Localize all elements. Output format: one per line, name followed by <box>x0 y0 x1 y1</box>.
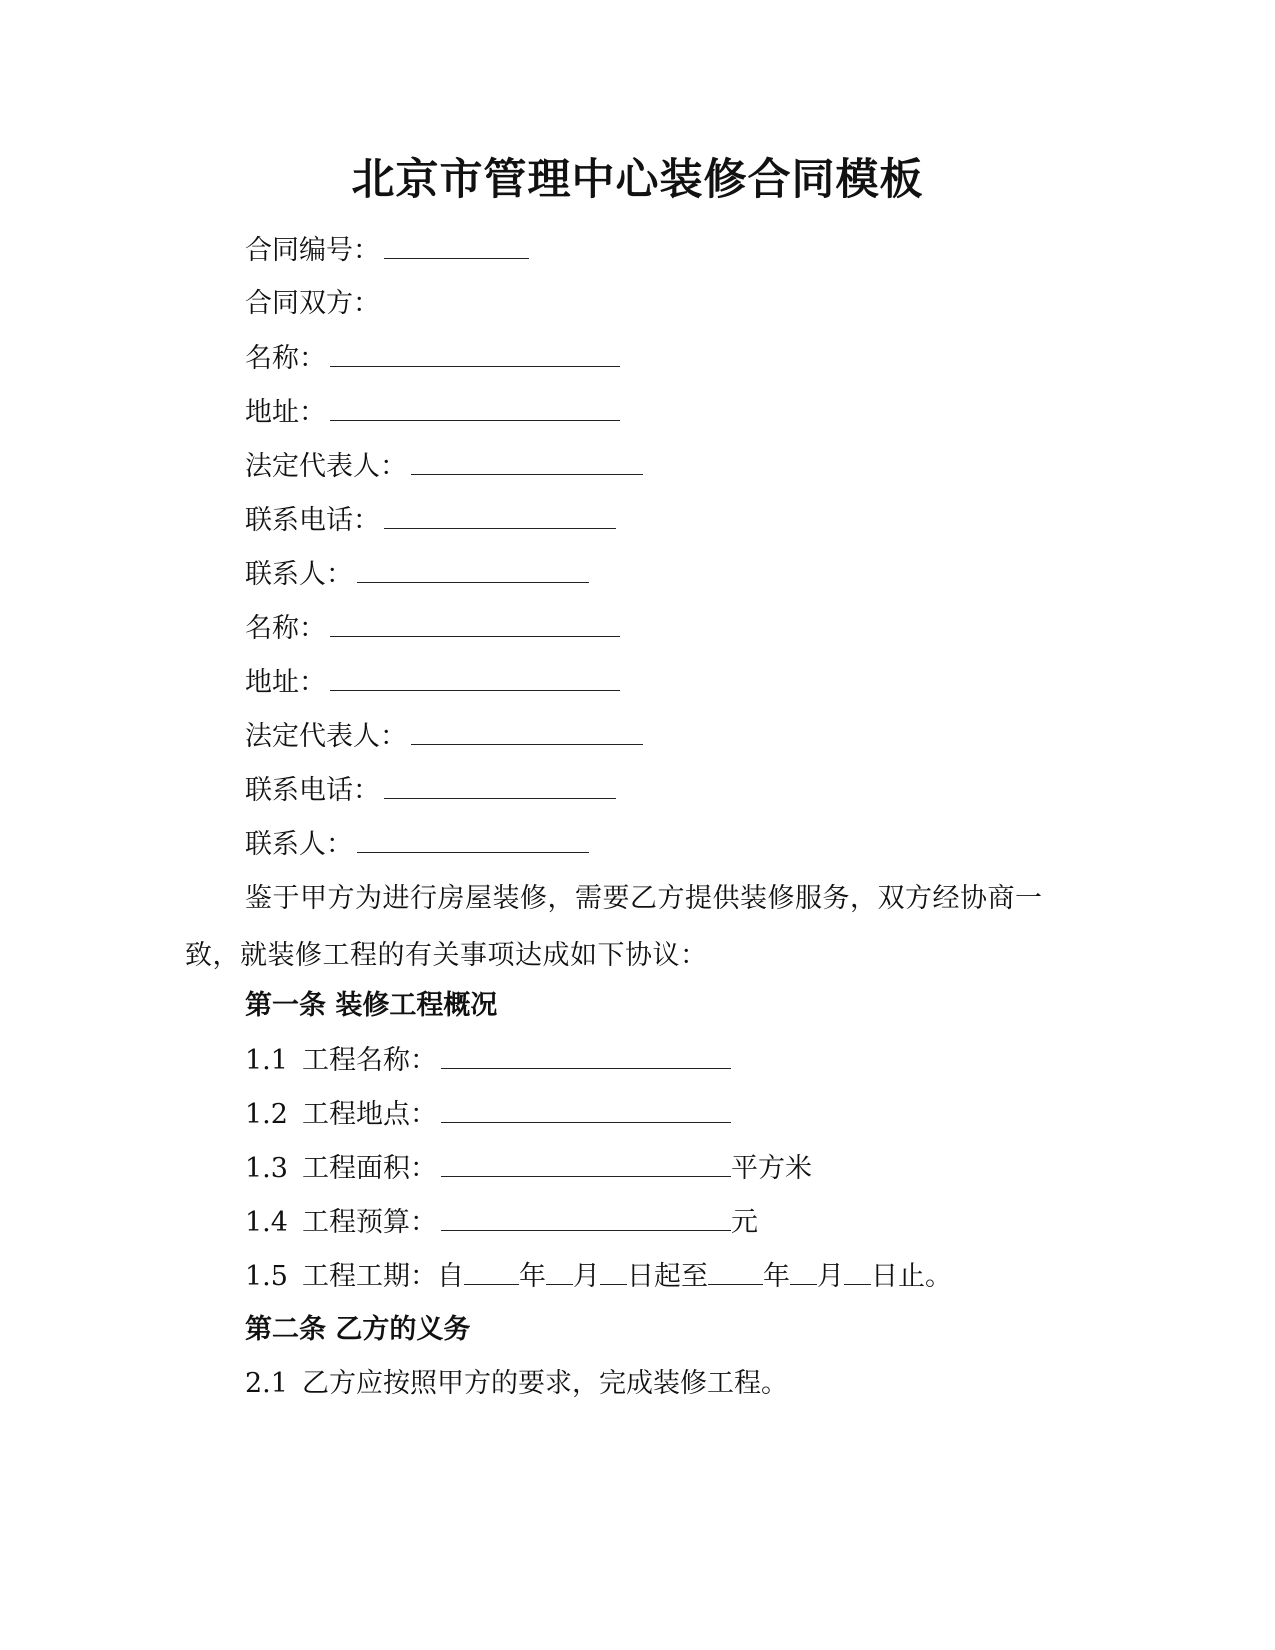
start-day-text: 日起至 <box>626 1261 708 1292</box>
document-title: 北京市管理中心装修合同模板 <box>351 155 924 205</box>
party-b-address-line <box>245 662 620 703</box>
party-a-legal-rep-label: 法定代表人： <box>245 451 407 482</box>
item-2-1-text: 乙方应按照甲方的要求，完成装修工程。 <box>301 1368 788 1399</box>
party-b-phone-label: 联系电话： <box>245 775 380 806</box>
party-b-phone-blank[interactable] <box>384 770 616 799</box>
end-year-text: 年 <box>762 1261 790 1292</box>
item-1-3-label: 工程面积： <box>301 1153 437 1184</box>
start-day-blank[interactable] <box>600 1256 627 1285</box>
item-1-4-label: 工程预算： <box>301 1207 437 1238</box>
party-a-phone-label: 联系电话： <box>245 505 380 536</box>
start-year-text: 年 <box>518 1261 546 1292</box>
item-1-3-number: 1.3 <box>245 1153 288 1184</box>
item-1-3-blank[interactable] <box>441 1148 731 1177</box>
item-1-4-unit: 元 <box>730 1207 758 1238</box>
item-1-5-label: 工程工期：自 <box>301 1261 464 1292</box>
party-a-address-line <box>245 392 620 433</box>
parties-label: 合同双方： <box>245 288 380 319</box>
article1-heading: 第一条 装修工程概况 <box>245 990 498 1021</box>
end-month-text: 月 <box>816 1261 844 1292</box>
item-1-3-unit: 平方米 <box>730 1153 812 1184</box>
party-b-contact-label: 联系人： <box>245 829 353 860</box>
item-1-1-label: 工程名称： <box>301 1045 437 1076</box>
party-b-contact-line <box>245 824 589 865</box>
party-b-legal-rep-blank[interactable] <box>411 716 643 745</box>
party-a-address-label: 地址： <box>245 397 326 428</box>
party-a-contact-line <box>245 554 589 595</box>
item-1-3-line <box>245 1148 812 1189</box>
item-1-5-line <box>245 1256 952 1297</box>
start-month-text: 月 <box>572 1261 600 1292</box>
party-b-legal-rep-label: 法定代表人： <box>245 721 407 752</box>
item-1-2-line <box>245 1094 731 1135</box>
item-1-1-line <box>245 1040 731 1081</box>
item-2-1-number: 2.1 <box>245 1368 288 1399</box>
item-1-2-blank[interactable] <box>441 1094 731 1123</box>
item-1-4-line <box>245 1202 758 1243</box>
item-2-1-line <box>245 1364 788 1404</box>
party-a-legal-rep-line <box>245 446 643 487</box>
party-b-phone-line <box>245 770 616 811</box>
start-year-blank[interactable] <box>464 1256 519 1285</box>
party-a-name-line <box>245 338 620 379</box>
party-b-name-line <box>245 608 620 649</box>
end-month-blank[interactable] <box>790 1256 817 1285</box>
party-b-name-blank[interactable] <box>330 608 620 637</box>
end-year-blank[interactable] <box>708 1256 763 1285</box>
item-1-4-blank[interactable] <box>441 1202 731 1231</box>
end-day-text: 日止。 <box>870 1261 952 1292</box>
party-b-name-label: 名称： <box>245 613 326 644</box>
preamble-paragraph: 鉴于甲方为进行房屋装修，需要乙方提供装修服务，双方经协商一致，就装修工程的有关事项达成如下协议： <box>185 883 1043 971</box>
start-month-blank[interactable] <box>546 1256 573 1285</box>
party-b-legal-rep-line <box>245 716 643 757</box>
contract-number-label: 合同编号： <box>245 235 380 266</box>
contract-number-line <box>245 230 529 271</box>
end-day-blank[interactable] <box>844 1256 871 1285</box>
party-a-contact-blank[interactable] <box>357 554 589 583</box>
party-a-contact-label: 联系人： <box>245 559 353 590</box>
contract-number-blank[interactable] <box>384 230 529 259</box>
party-a-name-label: 名称： <box>245 343 326 374</box>
party-a-name-blank[interactable] <box>330 338 620 367</box>
item-1-2-label: 工程地点： <box>301 1099 437 1130</box>
item-1-4-number: 1.4 <box>245 1207 288 1238</box>
party-b-address-label: 地址： <box>245 667 326 698</box>
party-a-address-blank[interactable] <box>330 392 620 421</box>
article2-heading: 第二条 乙方的义务 <box>245 1314 471 1345</box>
party-a-phone-blank[interactable] <box>384 500 616 529</box>
party-a-legal-rep-blank[interactable] <box>411 446 643 475</box>
item-1-1-blank[interactable] <box>441 1040 731 1069</box>
party-b-contact-blank[interactable] <box>357 824 589 853</box>
item-1-2-number: 1.2 <box>245 1099 288 1130</box>
item-1-1-number: 1.1 <box>245 1045 288 1076</box>
party-a-phone-line <box>245 500 616 541</box>
parties-line <box>245 284 380 324</box>
party-b-address-blank[interactable] <box>330 662 620 691</box>
item-1-5-number: 1.5 <box>245 1261 288 1292</box>
